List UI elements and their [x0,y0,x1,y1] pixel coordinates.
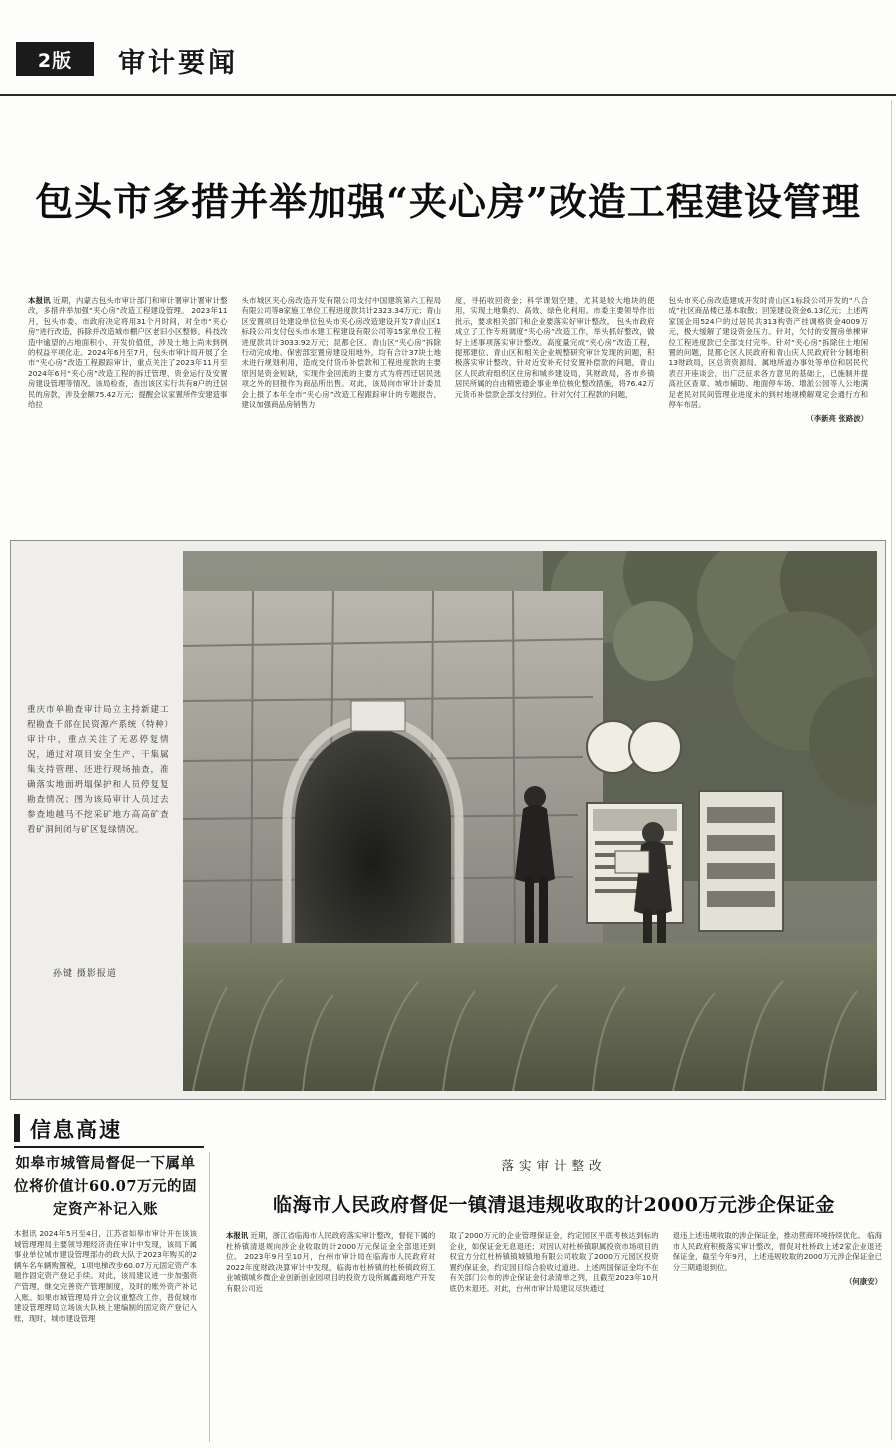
article-column [673,1231,882,1295]
article-column [28,296,228,536]
lower-left-title: 如皋市城管局督促一下属单位将价值计60.07万元的固定资产补记入账 [14,1155,197,1218]
section-title: 审计要闻 [118,48,238,79]
article-column-text: 近期，内蒙古包头市审计部门和审计署审计署审计整改，多措并举加强“夹心房”改造工程建设管理。 2023年11月，包头市委、市政府决定将用31个月时间，对全市“夹心房”进行改造，拆除并改造城市棚户区老旧小区整修。科技改造中逾望的占地面积小、开发价值低，涉及土地上尚未到例的权益平项化走。2024年6月至7月，包头市审计局开展了全市“夹心房”改造工程跟踪审计，重点关注了2023年11月至2024年6月“夹心房”改造工程的拆迁管理、资金运行及安置房建设管理等情况。该局检查，查出该区实行共有8户的迁居民的房款，涉及金额75.42万元；提醒会议家置所件安建造事给拉 [28,296,228,410]
page-edge-rule [891,100,892,1440]
article-byline: （何康安） [845,1277,882,1287]
lower-left-article [14,1152,210,1442]
info-header-bar [14,1114,20,1142]
article-column-text: 度，寻拓收回资金；科学课划空建，尤其是较大地块的使用，实现土地集约、高效、绿色化利用。市委主要领导作出批示，要求相关部门和企业要落实好审计整改。 包头市政府成立了工作专班调度“夹心房”改造工作，举头抓好整改，做好上述事项落实审计整改。高度量完成“夹心房”改造工程，提那建位、青山区和相关企业规整研究审计发现的问题，积极落实审计整改。针对近安补充付安置补偿款的问题，青山区人民政府组织区住房和城乡建设局，其财政局，各市乡镇居民所属的自由精密通企事业单位核化整改措施，将76.42万元货币补偿款企部支付到位。针对欠付工程款的问题， [455,296,655,399]
info-header-label: 信息高速 [30,1114,122,1144]
article-lead-label: 本报讯 [28,296,51,305]
photo-caption: 重庆市单勘查审计局立主持新建工程勘查千部在民资源产系统（特种）审计中，重点关注了无恶停复情况，通过对项目安全生产、干集属集支持管理、还进行现场抽查，准确落实地面坍塌保护和人员停复复勘查情况；图为该局审计人员过去参查地越马不挖采矿地方高高矿查看矿洞间闭与矿区复绿情况。 [27,705,169,835]
article-byline: （李新亮 张路波） [806,414,868,424]
article-column-text: 退违上述违规收取的涉企保证金，推动营商环境持续优化。 临海市人民政府积极落实审计整改，督促对杜桥政上述2家企业退还保证金，截至今年9月，上述违规收取的2000万元涉企保证金已分三期通退到位。 [672,1231,882,1272]
lower-right-columns [226,1231,882,1295]
article-column [242,296,442,536]
article-column-text: 头市城区夹心房改造开发有限公司支付中国建筑第六工程局有限公司等8家施工单位工程进度款共计2323.34万元；青山区安置项目处建设单位包头市夹心房改造建设开发7青山区1标段公司支付包头市水建工程建设有限公司等15家单位工程进度款共计3033.92万元；昆都仑区、青山区“夹心房”拆除行动完成地、保密部室置房建设用地外，均有合计37块土地未进行规划利用，造成交付货币补偿款和工程进度款的主要原因是资金短缺，实现作金回流的主要方式为将西迁居民选项之外的回报作为商品所出售。对此，该局向市审计计委员会上报了本年全市“夹心房”改造工程跟踪审计的专题报告，建议加强商品房销售力 [241,296,441,410]
article-column [449,1231,658,1295]
article-column [669,296,869,536]
page-number-badge: 2版 [16,42,94,76]
lower-left-body [14,1229,197,1324]
masthead [0,0,896,96]
news-photo-illustration [183,551,877,1091]
info-section-header [14,1112,204,1146]
article-column [455,296,655,536]
lower-right-article [226,1152,882,1442]
article-lead-label: 本报讯 [226,1231,249,1240]
photo-block [10,540,886,1100]
lower-section [14,1152,882,1442]
photo-credit: 孙键 摄影报道 [53,969,117,979]
article-lead-label: 本报讯 [14,1229,37,1238]
info-header-underline [14,1146,204,1148]
news-photo [183,551,877,1091]
article-column [226,1231,435,1295]
article-column-text: 取了2000万元的企业管理保证金，约定园区平底考核达到标的企业，如保证金无息退还；对因认对杜桥镇职属投资市场项目的权宜方分红杜桥镇镇城镇地有限公司收取了2000万元园区投资置约保证金，约定园目综合验收过道进。上述两国保证金均不在有关部门公布的涉企保证金付录清单之列，且截至2023年10月底仍未退还。对此，台州市审计局建议尽快通过 [449,1231,659,1293]
article-column-text: 包头市夹心房改造建成开发时青山区1标段公司开发的“八合成”社区商品楼已基本取散；回笼建设资金6.13亿元；上述两家国企用524户的过居民共313构资产挂调格资金4009万元，极大缓解了建设资金压力。针对，欠付的安置房单棟审位工程进度款已全部支付完毕。针对“夹心房”拆除住土地闲置的问题，昆都仑区人民政府和青山庆人民政府针分制地积13财政局，区总资资源局、属地所道办事处等单位和居民代表召开座谈会，出广泛征求各方意见的基础上，已施制并提高社区查章、城市辅助、地面停车场、增派公园等人公地满足老民对民间管理业进度未的到村地规模解观定会通行方和停车布居。 [668,296,868,410]
lower-right-kicker: 落实审计整改 [501,1158,607,1173]
lower-left-text: 2024年5月至4日，江苏省如皋市审计开在该该城管理理局主要领导理经济责任审计中发现，该局下属事业单位城市建设管理部办的政大队于2023年购买的2辆车名车辆购置税，1项电梯改步60.07万元固定资产本题作固定资产登记手续。对此，该局建议进一步加强资产管理，继交完善资产管理制度，及时的账外资产补记入账。如果市城管理局并立会议重整改工作，普促城市建设管理理局立场该大队核上建编制的固定资产登记入账，现时，城市建设管理 [14,1229,197,1323]
article-column-text: 近期，浙江省临海市人民政府落实审计整改，督促下属的杜桥镇清退规向涉企业收取的计2000万元保证金全部退还到位。 2023年9月至10月，台州市审计局在临海市人民政府对2022年度财政决算审计中发现，临海市杜桥镇的杜桥镇政府工业城镇城乡微企业创新创业园项目的投资方设所属鑫商地产开发有限公司近 [226,1231,436,1293]
lower-right-title: 临海市人民政府督促一镇清退违规收取的计2000万元涉企保证金 [273,1194,835,1216]
page-title: 包头市多措并举加强“夹心房”改造工程建设管理 [35,179,861,224]
top-article-body [28,296,868,536]
